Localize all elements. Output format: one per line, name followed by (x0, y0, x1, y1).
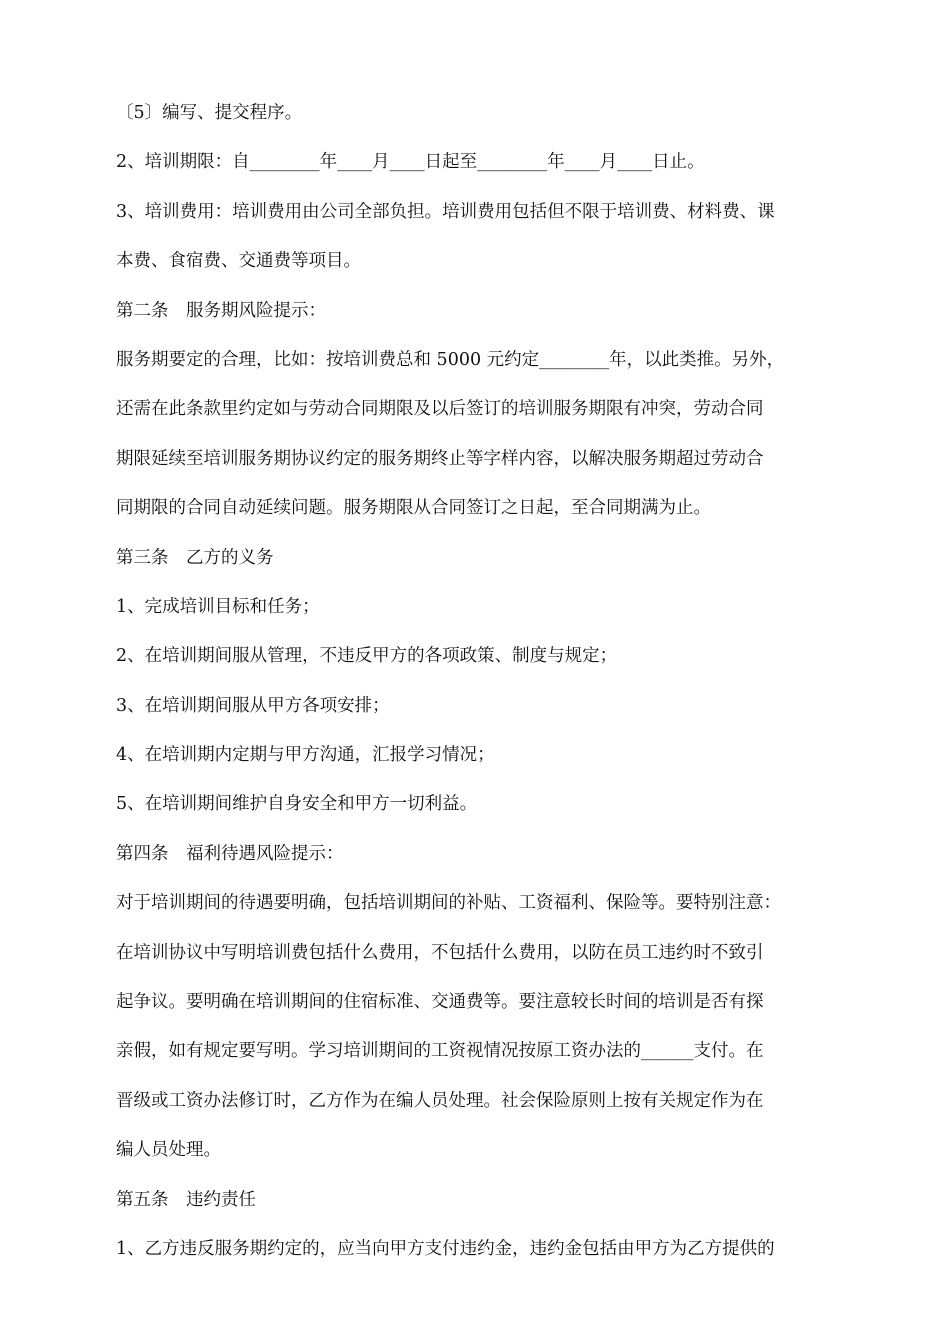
section-heading: 第二条 服务期风险提示： (116, 300, 326, 321)
text-line: 2、在培训期间服从管理，不违反甲方的各项政策、制度与规定； (116, 646, 618, 667)
text-line: 1、乙方违反服务期约定的，应当向甲方支付违约金，违约金包括由甲方为乙方提供的 (116, 1238, 775, 1259)
text-line: 4、在培训期内定期与甲方沟通，汇报学习情况； (116, 745, 495, 766)
text-line: 3、培训费用：培训费用由公司全部负担。培训费用包括但不限于培训费、材料费、课 (116, 201, 775, 222)
text-line: 同期限的合同自动延续问题。服务期限从合同签订之日起，至合同期满为止。 (116, 498, 711, 519)
text-line: 〔5〕编写、提交程序。 (116, 103, 303, 123)
text-line: 对于培训期间的待遇要明确，包括培训期间的补贴、工资福利、保险等。要特别注意： (116, 893, 781, 914)
text-line: 5、在培训期间维护自身安全和甲方一切利益。 (116, 794, 478, 815)
text-line: 服务期要定的合理，比如：按培训费总和 5000 元约定________年，以此类推。另外， (116, 349, 785, 370)
text-line: 1、完成培训目标和任务； (116, 596, 320, 617)
text-line: 期限延续至培训服务期协议约定的服务期终止等字样内容，以解决服务期超过劳动合 (116, 448, 764, 469)
section-heading: 第三条 乙方的义务 (116, 547, 274, 568)
text-line: 3、在培训期间服从甲方各项安排； (116, 695, 390, 716)
section-heading: 第四条 福利待遇风险提示： (116, 843, 344, 864)
section-heading: 第五条 违约责任 (116, 1189, 256, 1210)
text-line: 还需在此条款里约定如与劳动合同期限及以后签订的培训服务期限有冲突，劳动合同 (116, 399, 764, 420)
text-line: 本费、食宿费、交通费等项目。 (116, 251, 361, 272)
text-line: 亲假，如有规定要写明。学习培训期间的工资视情况按原工资办法的______支付。在 (116, 1041, 764, 1062)
text-line: 晋级或工资办法修订时，乙方作为在编人员处理。社会保险原则上按有关规定作为在 (116, 1090, 764, 1111)
text-line: 在培训协议中写明培训费包括什么费用，不包括什么费用，以防在员工违约时不致引 (116, 942, 764, 963)
text-line: 起争议。要明确在培训期间的住宿标准、交通费等。要注意较长时间的培训是否有探 (116, 992, 764, 1013)
document-body (116, 98, 846, 1283)
text-line: 2、培训期限：自________年____月____日起至________年____月____日止。 (116, 152, 705, 173)
text-line: 编人员处理。 (116, 1140, 221, 1161)
